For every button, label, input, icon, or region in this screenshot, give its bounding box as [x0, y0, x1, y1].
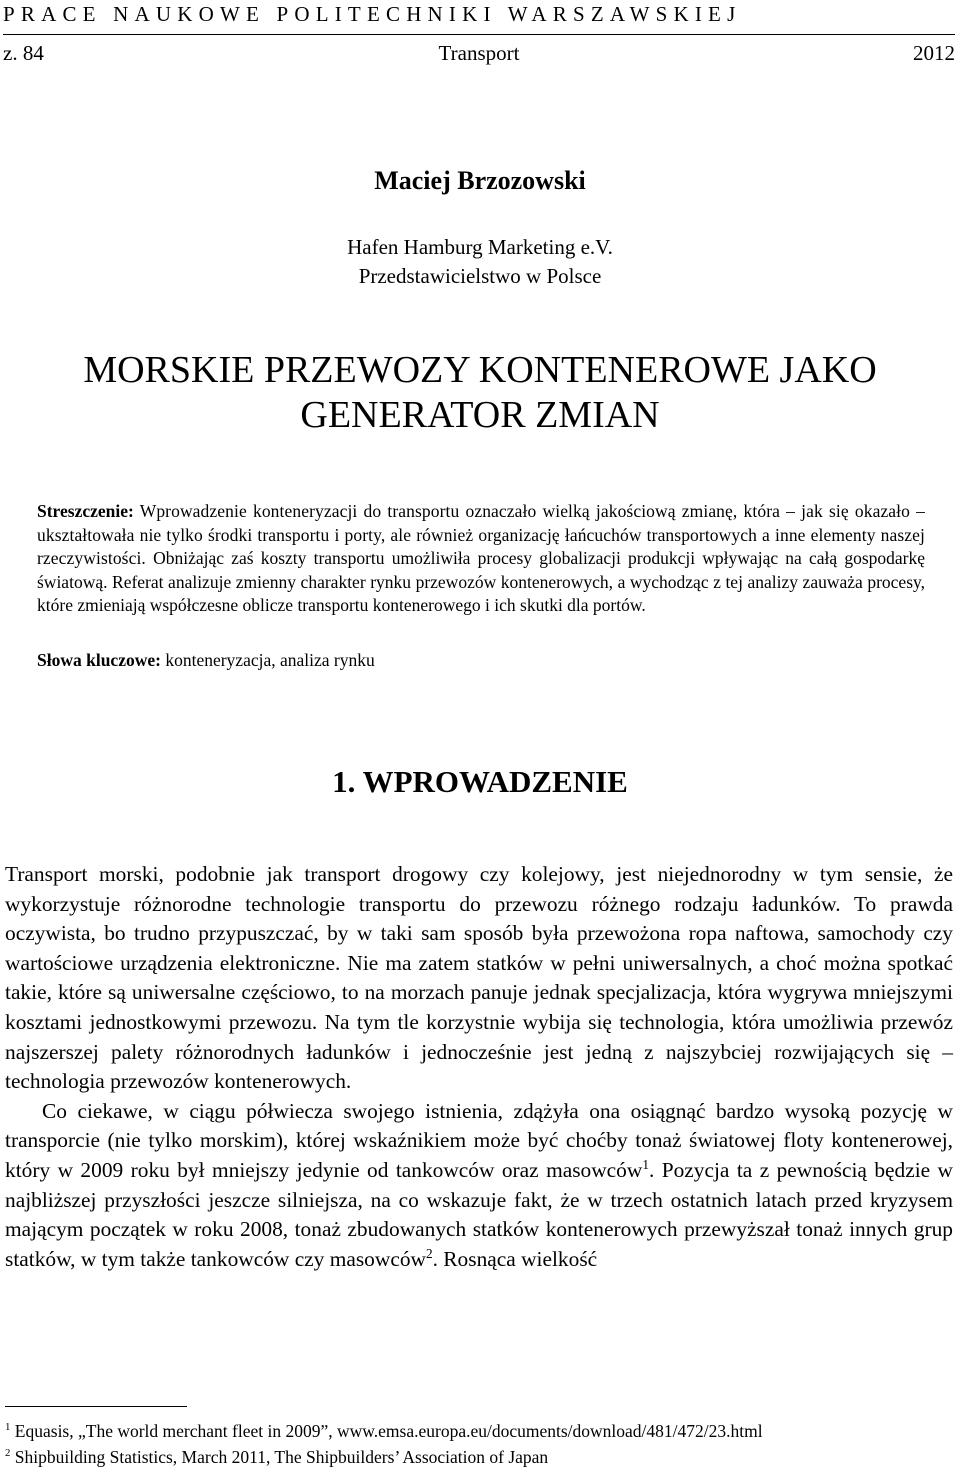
- footnote-ref-1[interactable]: 1: [642, 1156, 649, 1172]
- issue-number: z. 84: [3, 41, 44, 65]
- author-affiliation-line1: Hafen Hamburg Marketing e.V.: [347, 235, 613, 259]
- section-heading: 1. WPROWADZENIE: [332, 764, 628, 799]
- series-title: PRACE NAUKOWE POLITECHNIKI WARSZAWSKIEJ: [3, 2, 742, 26]
- abstract-label: Streszczenie:: [37, 501, 134, 521]
- abstract-text-part1: Wprowadzenie konteneryzacji do transportu oznaczało wielką jakościową zmianę, która – jak się okazało – ukształtowała nie tylko środki transportu i porty, ale również organizację łańcuchów transportowych a inne elementy naszej rzeczywistości.: [37, 501, 925, 569]
- footnote-number: 2: [5, 1447, 11, 1460]
- author-affiliation-line2: Przedstawicielstwo w Polsce: [358, 264, 602, 288]
- paper-title-line1: MORSKIE PRZEWOZY KONTENEROWE JAKO: [83, 349, 877, 391]
- abstract-text-part2: Obniżając zaś koszty transportu umożliwiła procesy globalizacji produkcji wpływając na całą gospodarkę światową. Referat analizuje zmienny charakter rynku przewozów kontenerowych, a wychodząc z tej analizy zauważa procesy, które zmieniają współczesne oblicze transportu kontenerowego i ich skutki dla portów.: [37, 548, 925, 616]
- paper-title-line2: GENERATOR ZMIAN: [300, 394, 660, 436]
- keywords: [37, 648, 375, 672]
- body-text: [5, 860, 953, 1274]
- body-paragraph-2-part1: Co ciekawe, w ciągu półwiecza swojego istnienia, zdążyła ona osiągnąć bardzo wysoką pozycję w transporcie (nie tylko morskim), której wskaźnikiem może być choćby tonaż światowej floty kontenerowej, który w 2009 roku był mniejszy jedynie od tankowców oraz masowców: [5, 1098, 953, 1182]
- footnote-1: [5, 1420, 955, 1442]
- journal-section: Transport: [438, 41, 520, 65]
- body-paragraph-2: [5, 1097, 953, 1275]
- body-paragraph-2-part2: . Pozycja ta z pewnością będzie w najbliższej przyszłości jeszcze silniejsza, na co wskazuje fakt, że w trzech ostatnich latach przed kryzysem mającym początek w roku 2008, tonaż zbudowanych statków kontenerowych przewyższał tonaż innych grup statków, w tym także tankowców czy masowców: [5, 1157, 953, 1271]
- keywords-value: konteneryzacja, analiza rynku: [160, 650, 375, 670]
- publication-year: 2012: [913, 41, 955, 65]
- footnote-text: Equasis, „The world merchant fleet in 2009”, www.emsa.europa.eu/documents/download/481/472/23.html: [10, 1421, 763, 1441]
- header-divider: [3, 34, 955, 35]
- running-header: [3, 39, 955, 67]
- keywords-label: Słowa kluczowe:: [37, 650, 161, 670]
- footnote-text: Shipbuilding Statistics, March 2011, The Shipbuilders’ Association of Japan: [10, 1447, 549, 1467]
- author-name: Maciej Brzozowski: [374, 166, 586, 195]
- abstract: [37, 500, 925, 618]
- body-paragraph-1: Transport morski, podobnie jak transport drogowy czy kolejowy, jest niejednorodny w tym sensie, że wykorzystuje różnorodne technologie transportu do przewozu różnego rodzaju ładunków. To prawda oczywista, bo trudno przypuszczać, by w taki sam sposób była przewożona ropa naftowa, samochody czy wartościowe urządzenia elektroniczne. Nie ma zatem statków w pełni uniwersalnych, a choć można spotkać takie, które są uniwersalne częściowo, to na morzach panuje jednak specjalizacja, która wygrywa mniejszymi kosztami jednostkowymi przewozu. Na tym tle korzystnie wybija się technologia, która umożliwia przewóz najszerszej palety różnorodnych ładunków i jednocześnie jest jedną z najszybciej rozwijających się – technologia przewozów kontenerowych.: [5, 862, 953, 1094]
- body-paragraph-2-part3: . Rosnąca wielkość: [432, 1246, 598, 1271]
- footnote-2: [5, 1446, 955, 1468]
- paper-title: [0, 348, 960, 438]
- footnote-number: 1: [5, 1421, 11, 1434]
- footnote-ref-2[interactable]: 2: [425, 1245, 433, 1261]
- footnote-divider: [5, 1406, 187, 1407]
